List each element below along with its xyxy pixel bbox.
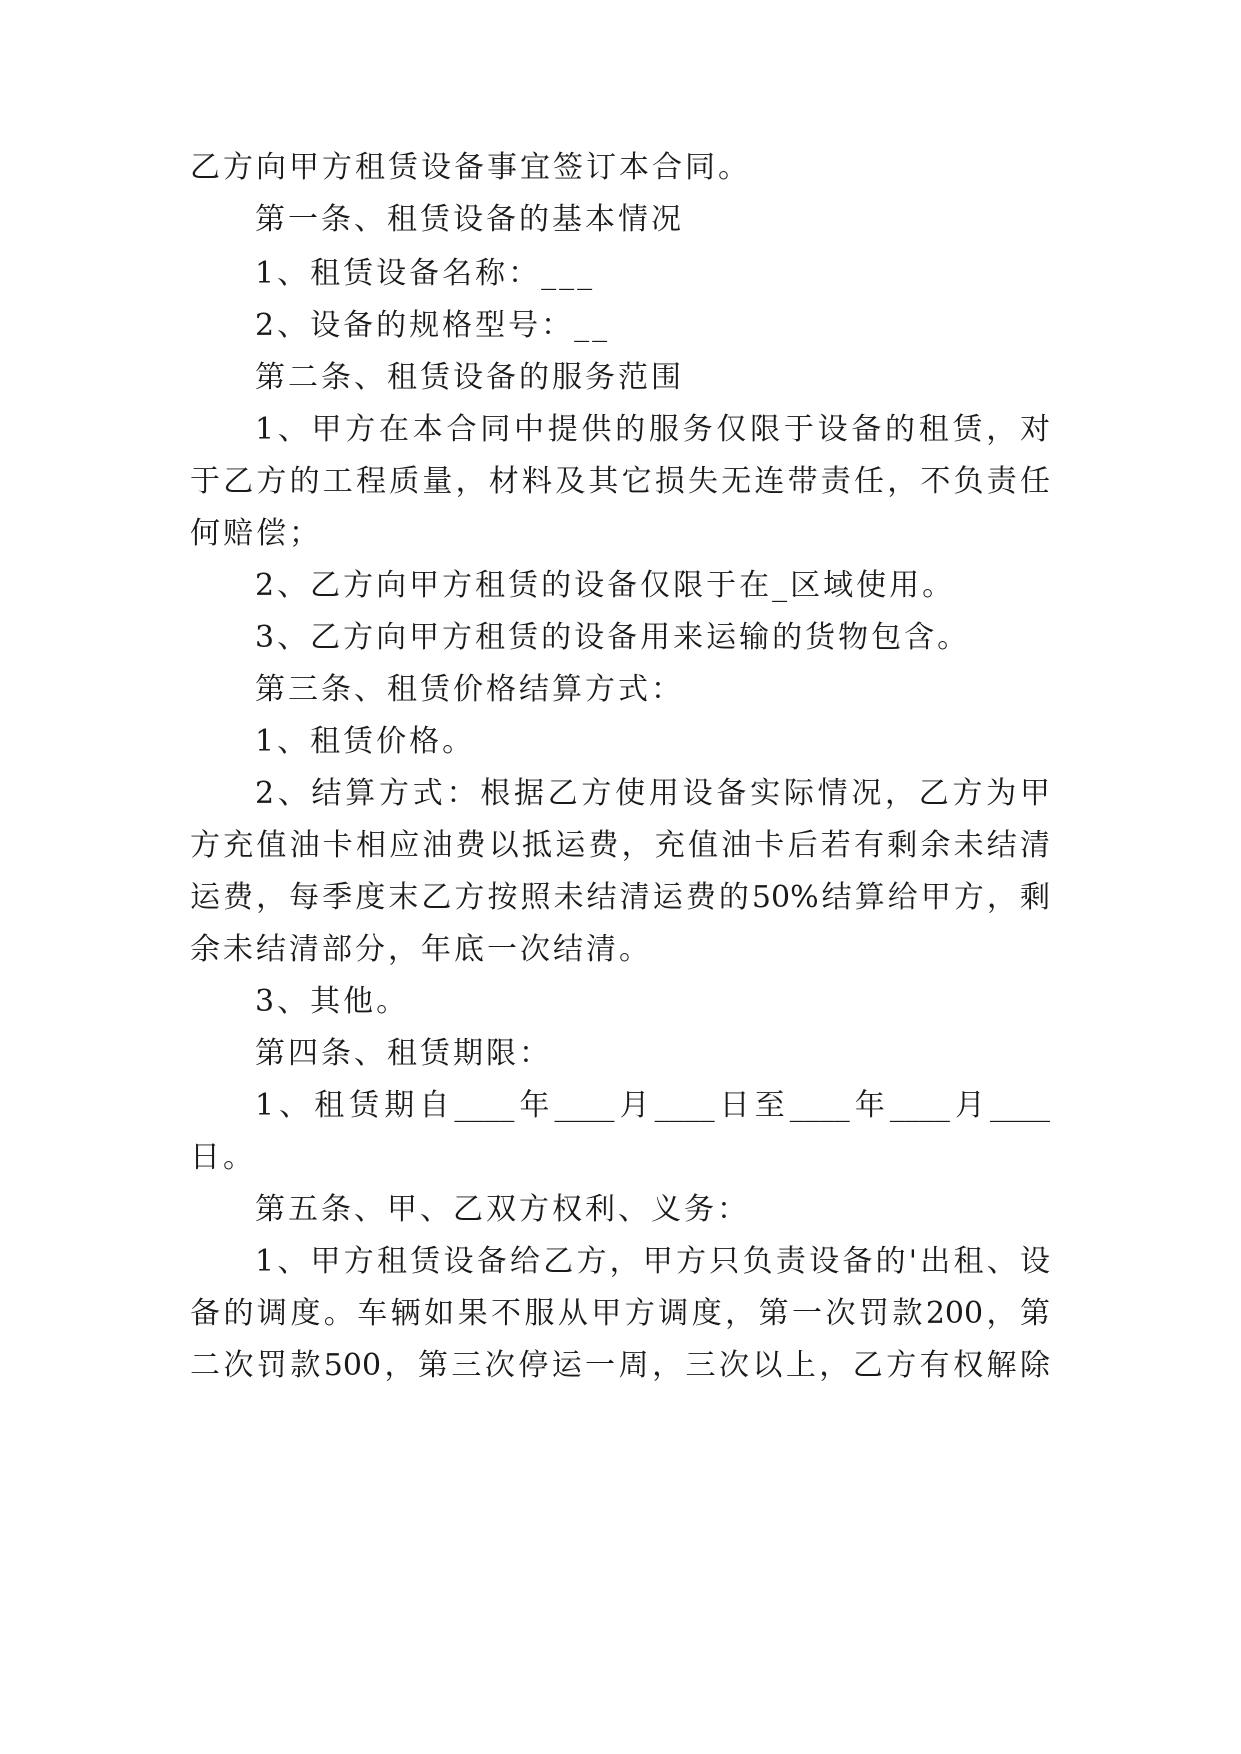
paragraph-line: 何赔偿； xyxy=(190,516,322,551)
section-heading: 第五条、甲、乙双方权利、义务： xyxy=(255,1192,750,1227)
paragraph-line: 日。 xyxy=(190,1140,256,1175)
section-heading: 第二条、租赁设备的服务范围 xyxy=(255,360,684,395)
paragraph-line: 备的调度。车辆如果不服从甲方调度，第一次罚款200，第 xyxy=(190,1296,1050,1331)
paragraph-line: 运费，每季度末乙方按照未结清运费的50%结算给甲方，剩 xyxy=(190,880,1050,915)
paragraph-line: 方充值油卡相应油费以抵运费，充值油卡后若有剩余未结清 xyxy=(190,828,1050,863)
paragraph-line: 1、租赁设备名称：___ xyxy=(255,256,596,291)
paragraph-line: 2、结算方式：根据乙方使用设备实际情况，乙方为甲 xyxy=(255,776,1050,811)
paragraph-line: 3、其他。 xyxy=(255,984,410,1019)
section-heading: 第四条、租赁期限： xyxy=(255,1036,552,1071)
paragraph-line: 1、甲方在本合同中提供的服务仅限于设备的租赁，对 xyxy=(255,412,1050,447)
paragraph-line: 1、甲方租赁设备给乙方，甲方只负责设备的'出租、设 xyxy=(255,1244,1050,1279)
paragraph-line: 1、租赁期自____年____月____日至____年____月____ xyxy=(255,1088,1050,1123)
paragraph-line: 3、乙方向甲方租赁的设备用来运输的货物包含。 xyxy=(255,620,971,655)
section-heading: 第一条、租赁设备的基本情况 xyxy=(255,202,684,237)
paragraph-line: 2、设备的规格型号：__ xyxy=(255,308,611,343)
paragraph-line: 于乙方的工程质量，材料及其它损失无连带责任，不负责任 xyxy=(190,464,1050,499)
paragraph-line: 1、租赁价格。 xyxy=(255,724,476,759)
paragraph-line: 二次罚款500，第三次停运一周，三次以上，乙方有权解除 xyxy=(190,1348,1050,1383)
paragraph-line: 乙方向甲方租赁设备事宜签订本合同。 xyxy=(190,150,751,185)
paragraph-line: 2、乙方向甲方租赁的设备仅限于在_区域使用。 xyxy=(255,568,956,603)
paragraph-line: 余未结清部分，年底一次结清。 xyxy=(190,932,652,967)
section-heading: 第三条、租赁价格结算方式： xyxy=(255,672,684,707)
